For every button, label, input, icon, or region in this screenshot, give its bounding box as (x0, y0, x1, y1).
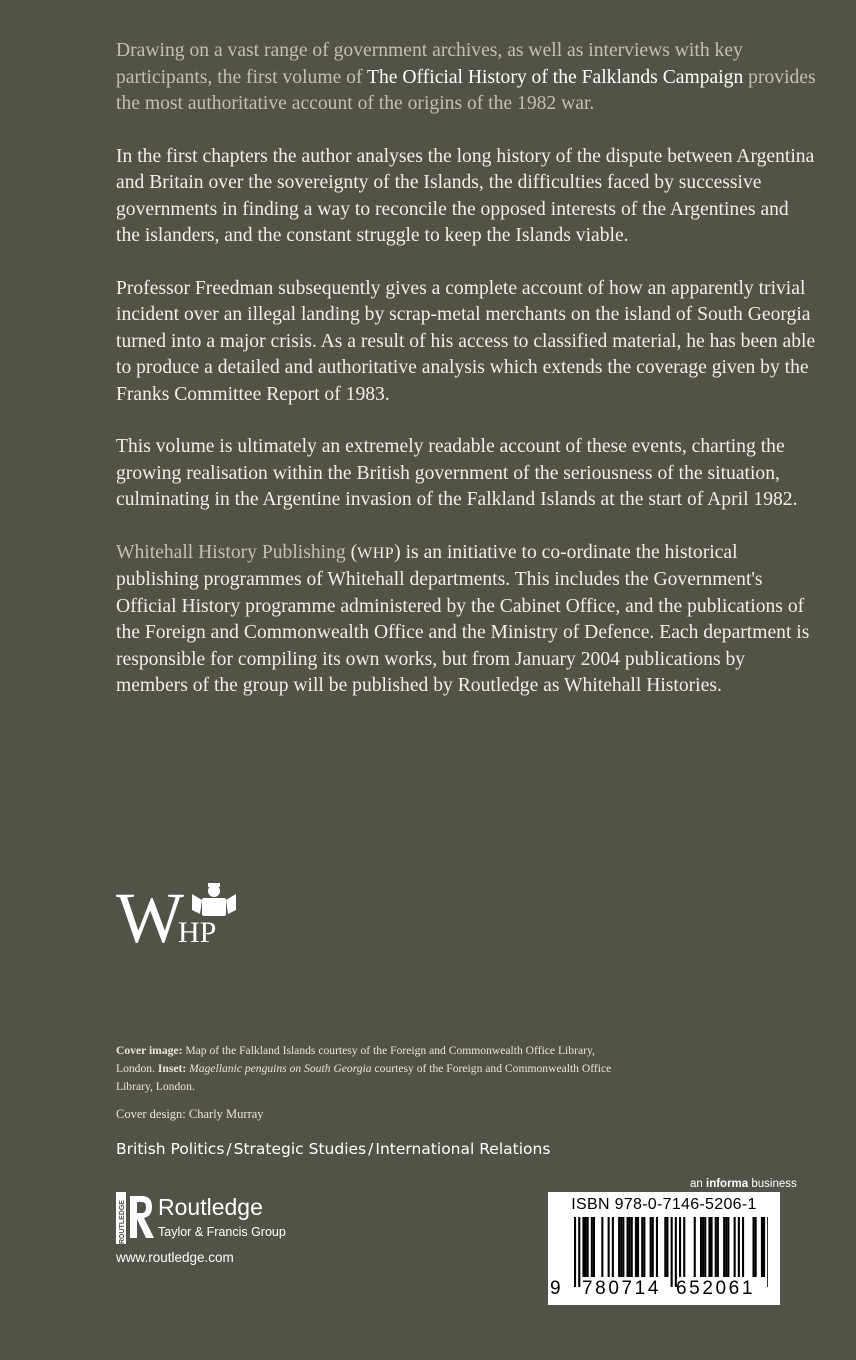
crest-icon (192, 883, 236, 916)
inset-title: Magellanic penguins on South Georgia (189, 1062, 372, 1075)
subject-item: International Relations (375, 1140, 551, 1158)
barcode-bar (704, 1217, 706, 1277)
whp-description: is an initiative to co-ordinate the historical publishing programmes of Whitehall departments. This includes the Government's Official History programme administered by the Cabinet Office, and the publications of the Foreign and Commonwealth Office and the Ministry of Defence. Each department is responsible for compiling its own works, but from January 2004 publications by members of the group will be published by Routledge as Whitehall Histories. (116, 541, 810, 696)
informa-post: business (748, 1178, 797, 1190)
barcode-bar (763, 1217, 765, 1277)
barcode-bar (664, 1217, 666, 1277)
whp-logo (116, 876, 246, 956)
blurb-paragraph-4: This volume is ultimately an extremely readable account of these events, charting the growing realisation within the British government of the seriousness of the situation, culminating in the Argentine invasion of the Falkland Islands at the start of April 1982. (116, 436, 798, 510)
whp-name: Whitehall History Publishing (116, 541, 346, 563)
informa-brand: informa (706, 1178, 749, 1190)
barcode-bar (723, 1217, 725, 1277)
routledge-vertical-text: ROUTLEDGE (119, 1200, 126, 1244)
barcode-bar (671, 1217, 673, 1287)
barcode-bar (631, 1217, 633, 1277)
barcode-bar (742, 1217, 744, 1277)
barcode-bar (637, 1217, 639, 1277)
barcode-bar (753, 1217, 755, 1277)
informa-tagline (690, 1178, 797, 1190)
barcode-bar (738, 1217, 740, 1277)
barcode-bar (650, 1217, 652, 1277)
barcode-bar (700, 1217, 702, 1277)
barcode-bar (717, 1217, 719, 1277)
barcode-bar (593, 1217, 595, 1277)
whp-logo-w: W (116, 878, 184, 956)
cover-design: Cover design: Charly Murray (116, 1107, 264, 1121)
cover-credits (116, 1042, 636, 1096)
publisher-name: Routledge (158, 1194, 263, 1220)
barcode-bar (578, 1217, 580, 1287)
barcode-bar (755, 1217, 757, 1277)
barcode-bar (761, 1217, 763, 1277)
barcode-first-digit: 9 (550, 1278, 564, 1299)
barcode-bar (601, 1217, 603, 1277)
barcode-bar (574, 1217, 576, 1287)
barcode-bar (635, 1217, 637, 1277)
cover-image-text: Map of the Falkland Islands courtesy of the Foreign and Commonwealth Office Library, London. (116, 1044, 595, 1075)
barcode-bar (727, 1217, 729, 1277)
barcode-bar (627, 1217, 629, 1277)
book-title: The Official History of the Falklands Campaign (367, 66, 744, 88)
blurb-p1-intro: Drawing on a vast range of government archives, as well as interviews with key participants, the first volume of (116, 40, 743, 88)
barcode-left-digits: 780714 (582, 1278, 662, 1299)
whp-logo-graphic (116, 876, 246, 956)
barcode-bar (702, 1217, 704, 1277)
barcode-bar (675, 1217, 677, 1287)
barcode-bar (591, 1217, 593, 1277)
isbn-barcode (548, 1192, 780, 1305)
barcode-bar (622, 1217, 624, 1277)
barcode-bar (767, 1217, 768, 1287)
subject-separator: / (226, 1140, 232, 1158)
publisher-website: www.routledge.com (116, 1250, 234, 1265)
barcode-bar (679, 1217, 681, 1277)
blurb-paragraph-5: Whitehall History Publishing (WHP) is an initiative to co-ordinate the historical publishing programmes of Whitehall departments. This includes the Government's Official History programme administered by the Cabinet Office, and the publications of the Foreign and Commonwealth Office and the Ministry of Defence. Each department is responsible for compiling its own works, but from January 2004 publications by members of the group will be published by Routledge as Whitehall Histories. (116, 541, 810, 696)
inset-text: courtesy of the Foreign and Commonwealth Office Library, London. (116, 1062, 612, 1093)
whp-abbr: WHP (357, 544, 395, 562)
barcode-bar (652, 1217, 654, 1277)
barcode-bar (641, 1217, 643, 1277)
barcode-bar (666, 1217, 668, 1277)
barcode-bar (587, 1217, 589, 1277)
barcode-bar (694, 1217, 696, 1277)
barcode-bar (582, 1217, 584, 1277)
blurb-paragraph-2: In the first chapters the author analyses the long history of the dispute between Argentina and Britain over the sovereignty of the Islands, the difficulties faced by successive governments in finding a way to reconcile the opposed interests of the Argentines and the islanders, and the constant struggle to keep the Islands viable. (116, 145, 815, 246)
routledge-logo (116, 1192, 336, 1248)
barcode-bar (643, 1217, 645, 1277)
barcode-bar (620, 1217, 622, 1277)
informa-pre: an (690, 1178, 706, 1190)
blurb-paragraph-1 (116, 38, 816, 118)
subject-item: Strategic Studies (233, 1140, 367, 1158)
blurb-p1-end: provides the most authoritative account of the origins of the 1982 war. (116, 66, 816, 114)
barcode-bar (708, 1217, 710, 1277)
isbn-label: ISBN 978-0-7146-5206-1 (571, 1196, 757, 1213)
subject-categories (116, 1140, 550, 1158)
barcode-bar (629, 1217, 631, 1277)
routledge-emblem-icon (116, 1192, 156, 1248)
barcode-bar (612, 1217, 614, 1277)
barcode-bar (585, 1217, 587, 1277)
whp-logo-hp: HP (178, 916, 217, 949)
barcode-bar (608, 1217, 610, 1277)
blurb-paragraph-3: Professor Freedman subsequently gives a complete account of how an apparently trivial incident over an illegal landing by scrap-metal merchants on the island of South Georgia turned into a major crisis. As a result of his access to classified material, he has been able to produce a detailed and authoritative analysis which extends the coverage given by the Franks Committee Report of 1983. (116, 277, 816, 405)
subject-item: British Politics (116, 1140, 225, 1158)
barcode-bar (656, 1217, 658, 1277)
barcode-bar (715, 1217, 717, 1277)
publisher-group: Taylor & Francis Group (158, 1225, 286, 1239)
barcode-bar (734, 1217, 736, 1277)
barcode-bar (711, 1217, 713, 1277)
subject-separator: / (368, 1140, 374, 1158)
inset-label: Inset: (157, 1062, 187, 1075)
barcode-bar (683, 1217, 685, 1277)
blurb (116, 38, 816, 726)
barcode-right-digits: 652061 (676, 1278, 756, 1299)
barcode-bar (725, 1217, 727, 1277)
cover-image-label: Cover image: (116, 1044, 183, 1057)
barcode-bar (618, 1217, 620, 1277)
